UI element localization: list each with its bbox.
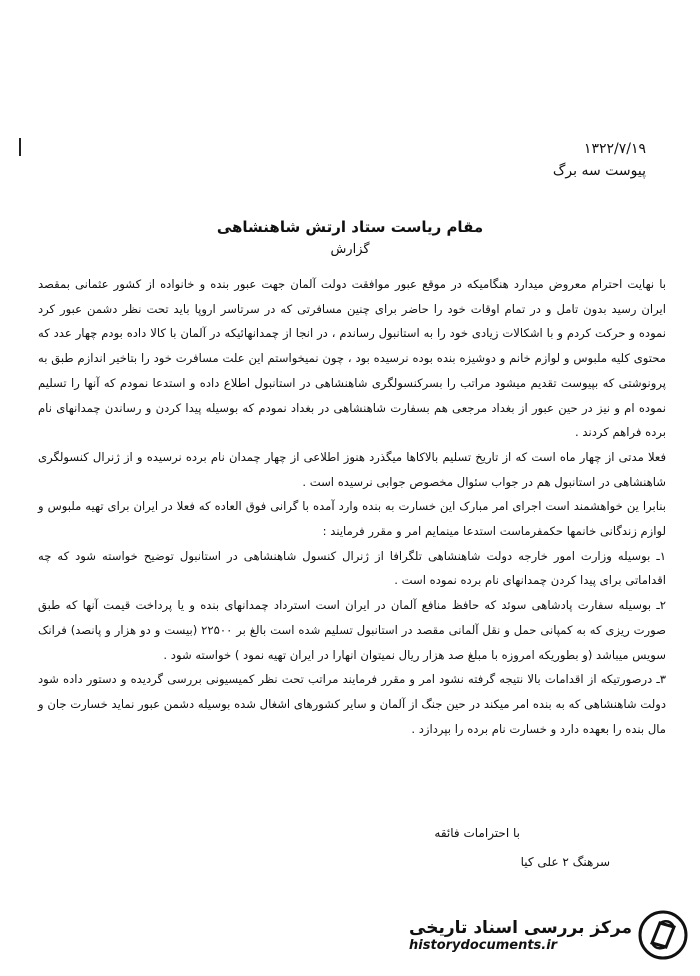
body-paragraph: ۲ـ بوسیله سفارت پادشاهی سوئد که حافظ منافع آلمان در ایران است استرداد چمدانهای بنده و یا پرداخت قیمت آنها که طبق صورت ریزی که به کمپانی حمل و نقل آلمانی مقصد در استانبول تسلیم شده است بالغ بر ۲۲۵۰۰ (بیست و دو هزار و پانصد) فرانک سویس میباشد (و بطوریکه امروزه با مبلغ صد هزار ریال نمیتوان انهارا در ایران تهیه نمود ) خواسته شود .	[38, 598, 666, 662]
signature: سرهنگ ۲ علی کیا	[520, 855, 610, 869]
watermark-stamp	[388, 906, 688, 964]
closing-line: با احترامات فائقه	[434, 826, 520, 840]
body-paragraph: ۱ـ بوسیله وزارت امور خارجه دولت شاهنشاهی تلگرافا از ژنرال کنسول شاهنشاهی در استانبول توضیح خواسته شود که چه اقداماتی برای پیدا کردن چمدانهای نام برده نموده است .	[38, 548, 666, 588]
document-header	[386, 140, 646, 184]
body-paragraph: فعلا مدتی از چهار ماه است که از تاریخ تسلیم بالاکاها میگذرد هنوز اطلاعی از چهار چمدان نام برده نرسیده و از ژنرال کنسولگری شاهنشاهی در استانبول هم در جواب سئوال مخصوص جوابی نرسیده است .	[38, 449, 666, 489]
scroll-logo-icon	[638, 910, 688, 960]
watermark-url: historydocuments.ir	[409, 937, 558, 953]
document-date: ۱۳۲۲/۷/۱۹	[583, 141, 646, 157]
attachment-note: پیوست سه برگ	[552, 163, 646, 179]
document-subtitle: گزارش	[330, 242, 370, 257]
body-paragraph: با نهایت احترام معروض میدارد هنگامیکه در موقع عبور موافقت دولت آلمان جهت عبور بنده و خانواده از کشور عثمانی بمقصد ایران رسید بدون تامل و در تمام اوقات خود را حاضر برای چنین مسافرتی که در سرتاسر اروپا باید تحت نظر دشمن عبور کرد نموده و حرکت کردم و با اشکالات زیادی خود را به استانبول رساندم ، در انجا از چمدانهائیکه در آلمان با کالا داده بودم چهار عدد که محتوی کلیه ملبوس و لوازم خانم و دوشیزه بنده بوده نرسیده بود ، چون نمیخواستم این علت مسافرت خود را بتاخیر اندازم طبق به پرونوشتی که بپیوست تقدیم میشود مراتب را بسرکنسولگری شاهنشاهی در استانبول اطلاع داده و استدعا نمودم که آنها را تسلیم نموده ام و نیز در حین عبور از بغداد مرجعی هم بسفارت شاهنشاهی در بغداد نمودم که بوسیله پیدا کردن و رساندن چمدانهای نام برده فراهم کردند .	[38, 277, 666, 440]
watermark-title: مرکز بررسی اسناد تاریخی	[409, 917, 632, 938]
body-paragraph: بنابرا ین خواهشمند است اجرای امر مبارک این خسارت به بنده وارد آمده با گرانی فوق العاده که فعلا در ایران برای تهیه ملبوس و لوازم زندگانی خانمها حکمفرماست استدعا مینمایم امر و مقرر فرمایند :	[38, 499, 666, 539]
document-title: مقام ریاست ستاد ارتش شاهنشاهی	[216, 218, 484, 236]
margin-mark	[19, 138, 21, 156]
body-paragraph: ۳ـ درصورتیکه از اقدامات بالا نتیجه گرفته نشود امر و مقرر فرمایند مراتب تحت نظر کمیسیونی بررسی گردیده و دستور داده شود دولت شاهنشاهی که به بنده امر میکند در حین جنگ از آلمان و سایر کشورهای اشغال شده بوسیله دشمن عبور نماید خسارت جان و مال بنده را بعهده دارد و خسارت نام برده را بپردازد .	[38, 672, 666, 736]
document-body	[38, 272, 666, 741]
